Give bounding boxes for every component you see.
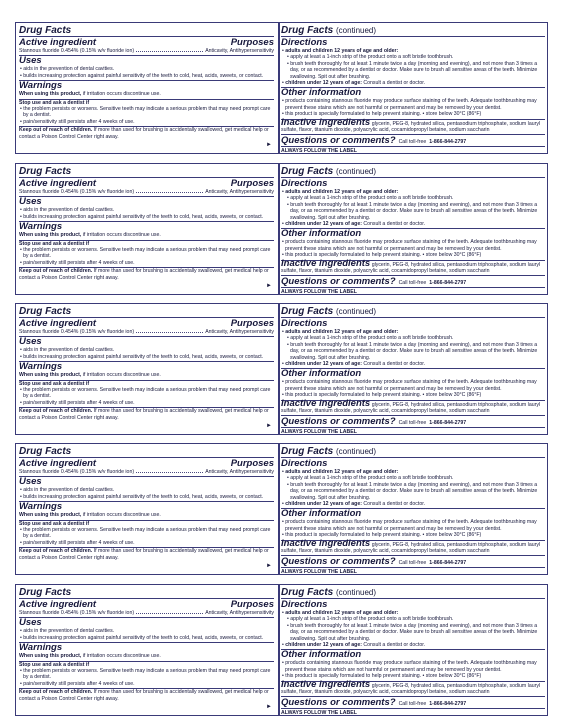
- stop-use-item: • the problem persists or worsens. Sensitive teeth may indicate a serious problem that may need prompt care by a dentist.: [20, 668, 271, 681]
- left-column: [19, 306, 274, 432]
- keep-out-of-reach: Keep out of reach of children. If more than used for brushing is accidentally swallowed, get medical help or contact a Poison Control Center right away.: [19, 688, 274, 702]
- purposes-heading: Purposes: [230, 458, 274, 469]
- other-information-heading: Other information: [281, 368, 545, 379]
- active-ingredient-heading: Active ingredient: [19, 599, 97, 610]
- active-ingredient-text: Stannous fluoride 0.454% (0.15% w/v fluoride ion): [19, 189, 135, 195]
- purposes-heading: Purposes: [230, 178, 274, 189]
- drug-facts-panel: [15, 303, 548, 435]
- other-information-item: • this product is specially formulated to help prevent staining. • store below 30°C (86°F): [282, 111, 482, 118]
- questions-text: Call toll-free: [398, 280, 427, 287]
- questions-row: [281, 555, 545, 567]
- questions-heading: Questions or comments?: [281, 416, 396, 428]
- purposes-heading: Purposes: [230, 599, 274, 610]
- questions-text: Call toll-free: [398, 139, 427, 146]
- uses-item: • aids in the prevention of dental cavities.: [20, 347, 115, 354]
- directions-item: • brush teeth thoroughly for at least 1 minute twice a day (morning and evening), and not more than 3 times a day, or as recommended by a dentist or doctor. Make sure to brush all sensitive areas of the teeth. Minimize swallowing. Spit out after brushing.: [287, 60, 538, 80]
- questions-text: Call toll-free: [398, 420, 427, 427]
- stop-use-item: • pain/sensitivity still persists after 4 weeks of use.: [20, 539, 135, 546]
- active-ingredient-text: Stannous fluoride 0.454% (0.15% w/v fluoride ion): [19, 469, 135, 475]
- continue-arrow-icon: ►: [266, 563, 272, 569]
- other-information-item: • products containing stannous fluoride may produce surface staining of the teeth. Adequate toothbrushing may prevent these stains which are not harmful or permanent and may be removed by your dentist.: [282, 239, 537, 252]
- purpose-text: Anticavity, Antihypersensitivity: [205, 189, 274, 195]
- leader-dots: [136, 472, 203, 473]
- when-using-line: When using this product, if irritation occurs discontinue use.: [19, 653, 161, 660]
- when-using-line: When using this product, if irritation occurs discontinue use.: [19, 512, 161, 519]
- questions-row: [281, 696, 545, 708]
- directions-adults: • adults and children 12 years of age and older:: [282, 469, 399, 475]
- directions-children: • children under 12 years of age: Consult a dentist or doctor.: [282, 221, 426, 228]
- uses-item: • aids in the prevention of dental cavities.: [20, 628, 115, 635]
- phone-number: 1-866-844-2797: [429, 280, 467, 287]
- purposes-heading: Purposes: [230, 37, 274, 48]
- keep-out-of-reach: Keep out of reach of children. If more than used for brushing is accidentally swallowed, get medical help or contact a Poison Control Center right away.: [19, 126, 274, 140]
- phone-number: 1-866-844-2797: [429, 420, 467, 427]
- keep-out-of-reach: Keep out of reach of children. If more than used for brushing is accidentally swallowed, get medical help or contact a Poison Control Center right away.: [19, 407, 274, 421]
- directions-item: • apply at least a 1-inch strip of the product onto a soft bristle toothbrush.: [287, 335, 454, 342]
- stop-use-item: • the problem persists or worsens. Sensitive teeth may indicate a serious problem that may need prompt care by a dentist.: [20, 247, 271, 260]
- other-information-item: • this product is specially formulated to help prevent staining. • store below 30°C (86°F): [282, 532, 482, 539]
- purpose-text: Anticavity, Antihypersensitivity: [205, 48, 274, 54]
- stop-use-heading: Stop use and ask a dentist if: [19, 520, 274, 527]
- stop-use-heading: Stop use and ask a dentist if: [19, 240, 274, 247]
- left-column: [19, 587, 274, 713]
- stop-use-item: • pain/sensitivity still persists after 4 weeks of use.: [20, 259, 135, 266]
- directions-heading: Directions: [281, 37, 328, 48]
- drug-facts-panel: [15, 443, 548, 575]
- leader-dots: [136, 332, 203, 333]
- directions-heading: Directions: [281, 178, 328, 189]
- column-divider: [278, 444, 280, 574]
- stop-use-item: • the problem persists or worsens. Sensitive teeth may indicate a serious problem that may need prompt care by a dentist.: [20, 387, 271, 400]
- warnings-heading: Warnings: [19, 501, 274, 512]
- inactive-ingredients: Inactive ingredients glycerin, PEG-8, hydrated silica, pentasodium triphosphate, sodium lauryl sulfate, flavor, titanium dioxide, polyacrylic acid, cocamidopropyl betaine, sodium saccharin: [281, 681, 545, 696]
- drug-facts-title: Drug Facts: [19, 25, 274, 37]
- phone-number: 1-866-844-2797: [429, 560, 467, 567]
- other-information-item: • this product is specially formulated to help prevent staining. • store below 30°C (86°F): [282, 673, 482, 680]
- directions-item: • brush teeth thoroughly for at least 1 minute twice a day (morning and evening), and not more than 3 times a day, or as recommended by a dentist or doctor. Make sure to brush all sensitive areas of the teeth. Minimize swallowing. Spit out after brushing.: [287, 201, 538, 221]
- questions-row: [281, 275, 545, 287]
- drug-facts-title: Drug Facts: [19, 166, 274, 178]
- uses-heading: Uses: [19, 617, 274, 628]
- other-information-item: • products containing stannous fluoride may produce surface staining of the teeth. Adequate toothbrushing may prevent these stains which are not harmful or permanent and may be removed by your dentist.: [282, 519, 537, 532]
- left-column: [19, 166, 274, 292]
- column-divider: [278, 23, 280, 153]
- active-ingredient-text: Stannous fluoride 0.454% (0.15% w/v fluoride ion): [19, 329, 135, 335]
- directions-item: • apply at least a 1-inch strip of the product onto a soft bristle toothbrush.: [287, 475, 454, 482]
- directions-item: • brush teeth thoroughly for at least 1 minute twice a day (morning and evening), and not more than 3 times a day, or as recommended by a dentist or doctor. Make sure to brush all sensitive areas of the teeth. Minimize swallowing. Spit out after brushing.: [287, 341, 538, 361]
- active-ingredient-header: [19, 37, 274, 48]
- active-ingredient-heading: Active ingredient: [19, 178, 97, 189]
- left-column: [19, 446, 274, 572]
- active-ingredient-header: [19, 178, 274, 189]
- phone-number: 1-866-844-2797: [429, 701, 467, 708]
- continue-arrow-icon: ►: [266, 423, 272, 429]
- leader-dots: [136, 192, 203, 193]
- other-information-heading: Other information: [281, 649, 545, 660]
- warnings-heading: Warnings: [19, 80, 274, 91]
- active-ingredient-heading: Active ingredient: [19, 318, 97, 329]
- drug-facts-title: Drug Facts: [19, 306, 274, 318]
- when-using-line: When using this product, if irritation occurs discontinue use.: [19, 232, 161, 239]
- uses-item: • aids in the prevention of dental cavities.: [20, 487, 115, 494]
- questions-row: [281, 415, 545, 427]
- phone-number: 1-866-844-2797: [429, 139, 467, 146]
- drug-facts-continued-title: Drug Facts (continued): [281, 587, 545, 599]
- active-ingredient-header: [19, 458, 274, 469]
- warnings-heading: Warnings: [19, 221, 274, 232]
- directions-children: • children under 12 years of age: Consult a dentist or doctor.: [282, 501, 426, 508]
- directions-heading: Directions: [281, 458, 328, 469]
- right-column: [281, 306, 545, 436]
- right-column: [281, 587, 545, 717]
- right-column: [281, 446, 545, 576]
- purpose-text: Anticavity, Antihypersensitivity: [205, 610, 274, 616]
- drug-facts-continued-title: Drug Facts (continued): [281, 306, 545, 318]
- drug-facts-continued-title: Drug Facts (continued): [281, 25, 545, 37]
- directions-item: • apply at least a 1-inch strip of the product onto a soft bristle toothbrush.: [287, 616, 454, 623]
- questions-text: Call toll-free: [398, 701, 427, 708]
- uses-item: • aids in the prevention of dental cavities.: [20, 207, 115, 214]
- other-information-heading: Other information: [281, 87, 545, 98]
- inactive-ingredients: Inactive ingredients glycerin, PEG-8, hydrated silica, pentasodium triphosphate, sodium lauryl sulfate, flavor, titanium dioxide, polyacrylic acid, cocamidopropyl betaine, sodium saccharin: [281, 260, 545, 275]
- directions-heading: Directions: [281, 318, 328, 329]
- uses-heading: Uses: [19, 336, 274, 347]
- other-information-item: • this product is specially formulated to help prevent staining. • store below 30°C (86°F): [282, 252, 482, 259]
- active-ingredient-row: [19, 469, 274, 475]
- stop-use-item: • pain/sensitivity still persists after 4 weeks of use.: [20, 680, 135, 687]
- active-ingredient-header: [19, 599, 274, 610]
- column-divider: [278, 304, 280, 434]
- active-ingredient-header: [19, 318, 274, 329]
- uses-heading: Uses: [19, 196, 274, 207]
- active-ingredient-row: [19, 189, 274, 195]
- directions-adults: • adults and children 12 years of age and older:: [282, 189, 399, 195]
- drug-facts-title: Drug Facts: [19, 587, 274, 599]
- continue-arrow-icon: ►: [266, 142, 272, 148]
- always-follow-label: ALWAYS FOLLOW THE LABEL: [281, 567, 545, 576]
- directions-children: • children under 12 years of age: Consult a dentist or doctor.: [282, 361, 426, 368]
- stop-use-heading: Stop use and ask a dentist if: [19, 380, 274, 387]
- keep-out-of-reach: Keep out of reach of children. If more than used for brushing is accidentally swallowed, get medical help or contact a Poison Control Center right away.: [19, 267, 274, 281]
- uses-item: • builds increasing protection against painful sensitivity of the teeth to cold, heat, acids, sweets, or contact.: [20, 493, 264, 500]
- drug-facts-continued-title: Drug Facts (continued): [281, 446, 545, 458]
- purpose-text: Anticavity, Antihypersensitivity: [205, 469, 274, 475]
- active-ingredient-heading: Active ingredient: [19, 37, 97, 48]
- active-ingredient-text: Stannous fluoride 0.454% (0.15% w/v fluoride ion): [19, 610, 135, 616]
- right-column: [281, 166, 545, 296]
- left-column: [19, 25, 274, 151]
- stop-use-item: • the problem persists or worsens. Sensitive teeth may indicate a serious problem that may need prompt care by a dentist.: [20, 527, 271, 540]
- directions-adults: • adults and children 12 years of age and older:: [282, 329, 399, 335]
- stop-use-item: • pain/sensitivity still persists after 4 weeks of use.: [20, 399, 135, 406]
- other-information-heading: Other information: [281, 508, 545, 519]
- directions-children: • children under 12 years of age: Consult a dentist or doctor.: [282, 80, 426, 87]
- active-ingredient-row: [19, 329, 274, 335]
- column-divider: [278, 585, 280, 715]
- directions-adults: • adults and children 12 years of age and older:: [282, 610, 399, 616]
- always-follow-label: ALWAYS FOLLOW THE LABEL: [281, 708, 545, 717]
- uses-item: • builds increasing protection against painful sensitivity of the teeth to cold, heat, acids, sweets, or contact.: [20, 634, 264, 641]
- drug-facts-continued-title: Drug Facts (continued): [281, 166, 545, 178]
- directions-item: • brush teeth thoroughly for at least 1 minute twice a day (morning and evening), and not more than 3 times a day, or as recommended by a dentist or doctor. Make sure to brush all sensitive areas of the teeth. Minimize swallowing. Spit out after brushing.: [287, 622, 538, 642]
- continue-arrow-icon: ►: [266, 283, 272, 289]
- other-information-item: • products containing stannous fluoride may produce surface staining of the teeth. Adequate toothbrushing may prevent these stains which are not harmful or permanent and may be removed by your dentist.: [282, 379, 537, 392]
- leader-dots: [136, 51, 203, 52]
- warnings-heading: Warnings: [19, 642, 274, 653]
- always-follow-label: ALWAYS FOLLOW THE LABEL: [281, 287, 545, 296]
- questions-row: [281, 134, 545, 146]
- active-ingredient-text: Stannous fluoride 0.454% (0.15% w/v fluoride ion): [19, 48, 135, 54]
- other-information-item: • this product is specially formulated to help prevent staining. • store below 30°C (86°F): [282, 392, 482, 399]
- other-information-item: • products containing stannous fluoride may produce surface staining of the teeth. Adequate toothbrushing may prevent these stains which are not harmful or permanent and may be removed by your dentist.: [282, 98, 537, 111]
- uses-item: • builds increasing protection against painful sensitivity of the teeth to cold, heat, acids, sweets, or contact.: [20, 213, 264, 220]
- directions-item: • apply at least a 1-inch strip of the product onto a soft bristle toothbrush.: [287, 195, 454, 202]
- directions-heading: Directions: [281, 599, 328, 610]
- directions-item: • brush teeth thoroughly for at least 1 minute twice a day (morning and evening), and not more than 3 times a day, or as recommended by a dentist or doctor. Make sure to brush all sensitive areas of the teeth. Minimize swallowing. Spit out after brushing.: [287, 481, 538, 501]
- questions-text: Call toll-free: [398, 560, 427, 567]
- drug-facts-title: Drug Facts: [19, 446, 274, 458]
- leader-dots: [136, 613, 203, 614]
- inactive-ingredients: Inactive ingredients glycerin, PEG-8, hydrated silica, pentasodium triphosphate, sodium lauryl sulfate, flavor, titanium dioxide, polyacrylic acid, cocamidopropyl betaine, sodium saccharin: [281, 540, 545, 555]
- active-ingredient-row: [19, 610, 274, 616]
- stop-use-heading: Stop use and ask a dentist if: [19, 661, 274, 668]
- uses-item: • aids in the prevention of dental cavities.: [20, 66, 115, 73]
- questions-heading: Questions or comments?: [281, 697, 396, 709]
- uses-heading: Uses: [19, 55, 274, 66]
- drug-facts-panel: [15, 584, 548, 716]
- right-column: [281, 25, 545, 155]
- drug-facts-panel: [15, 22, 548, 154]
- active-ingredient-heading: Active ingredient: [19, 458, 97, 469]
- inactive-ingredients: Inactive ingredients glycerin, PEG-8, hydrated silica, pentasodium triphosphate, sodium lauryl sulfate, flavor, titanium dioxide, polyacrylic acid, cocamidopropyl betaine, sodium saccharin: [281, 119, 545, 134]
- questions-heading: Questions or comments?: [281, 556, 396, 568]
- active-ingredient-row: [19, 48, 274, 54]
- when-using-line: When using this product, if irritation occurs discontinue use.: [19, 372, 161, 379]
- keep-out-of-reach: Keep out of reach of children. If more than used for brushing is accidentally swallowed, get medical help or contact a Poison Control Center right away.: [19, 547, 274, 561]
- purposes-heading: Purposes: [230, 318, 274, 329]
- stop-use-item: • the problem persists or worsens. Sensitive teeth may indicate a serious problem that may need prompt care by a dentist.: [20, 106, 271, 119]
- questions-heading: Questions or comments?: [281, 135, 396, 147]
- always-follow-label: ALWAYS FOLLOW THE LABEL: [281, 427, 545, 436]
- continue-arrow-icon: ►: [266, 704, 272, 710]
- purpose-text: Anticavity, Antihypersensitivity: [205, 329, 274, 335]
- stop-use-heading: Stop use and ask a dentist if: [19, 99, 274, 106]
- always-follow-label: ALWAYS FOLLOW THE LABEL: [281, 146, 545, 155]
- warnings-heading: Warnings: [19, 361, 274, 372]
- inactive-ingredients: Inactive ingredients glycerin, PEG-8, hydrated silica, pentasodium triphosphate, sodium lauryl sulfate, flavor, titanium dioxide, polyacrylic acid, cocamidopropyl betaine, sodium saccharin: [281, 400, 545, 415]
- uses-heading: Uses: [19, 476, 274, 487]
- directions-item: • apply at least a 1-inch strip of the product onto a soft bristle toothbrush.: [287, 54, 454, 61]
- column-divider: [278, 164, 280, 294]
- other-information-heading: Other information: [281, 228, 545, 239]
- directions-adults: • adults and children 12 years of age and older:: [282, 48, 399, 54]
- uses-item: • builds increasing protection against painful sensitivity of the teeth to cold, heat, acids, sweets, or contact.: [20, 353, 264, 360]
- drug-facts-panel: [15, 163, 548, 295]
- directions-children: • children under 12 years of age: Consult a dentist or doctor.: [282, 642, 426, 649]
- stop-use-item: • pain/sensitivity still persists after 4 weeks of use.: [20, 118, 135, 125]
- uses-item: • builds increasing protection against painful sensitivity of the teeth to cold, heat, acids, sweets, or contact.: [20, 72, 264, 79]
- questions-heading: Questions or comments?: [281, 276, 396, 288]
- when-using-line: When using this product, if irritation occurs discontinue use.: [19, 91, 161, 98]
- other-information-item: • products containing stannous fluoride may produce surface staining of the teeth. Adequate toothbrushing may prevent these stains which are not harmful or permanent and may be removed by your dentist.: [282, 660, 537, 673]
